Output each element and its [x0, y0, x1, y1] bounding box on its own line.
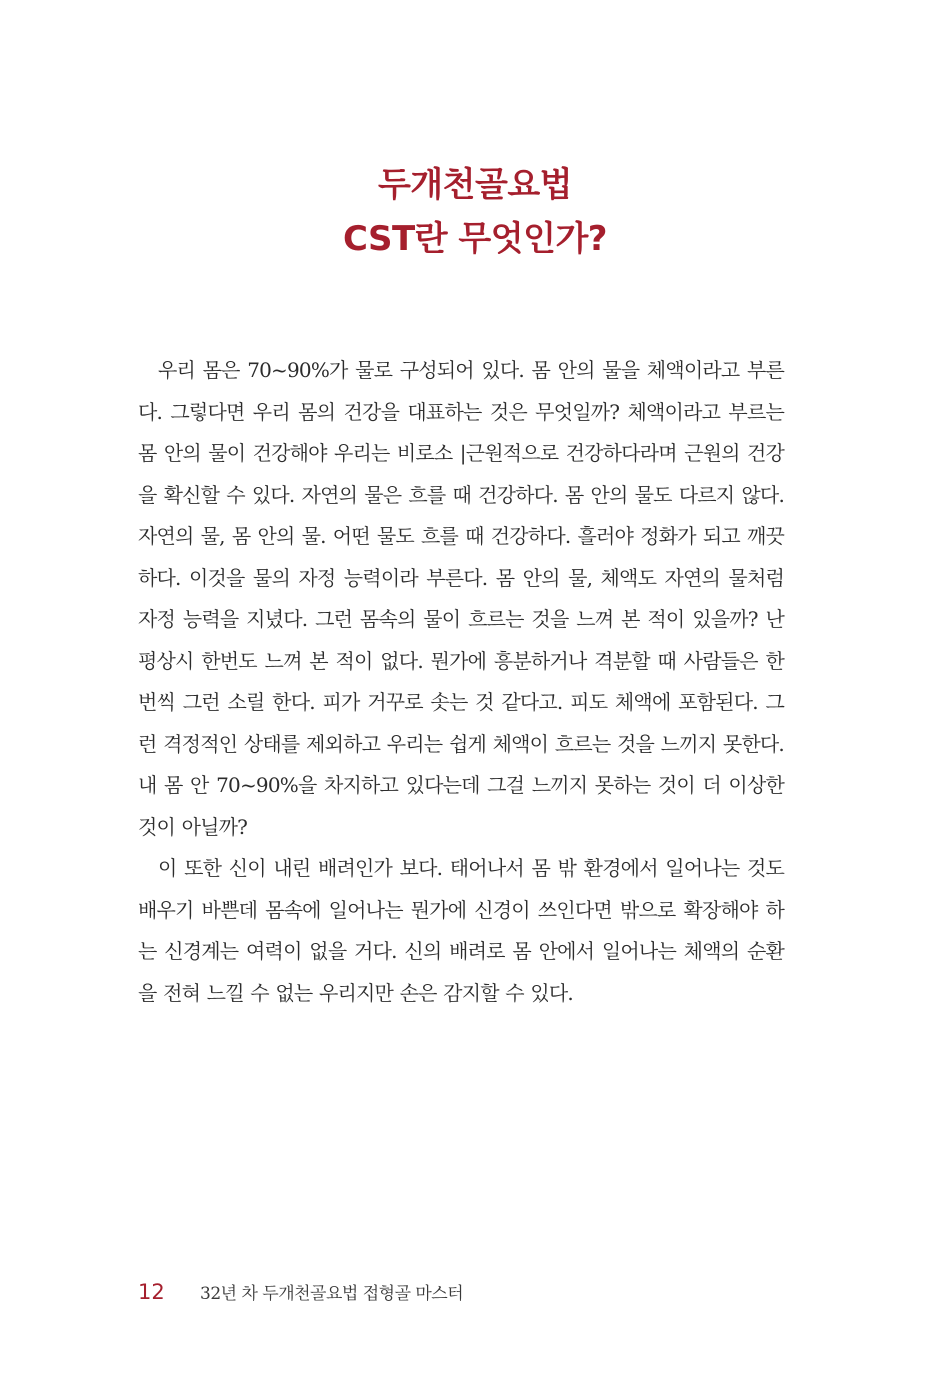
- paragraph-2: 이 또한 신이 내린 배려인가 보다. 태어나서 몸 밖 환경에서 일어나는 것도 배우기 바쁜데 몸속에 일어나는 뭔가에 신경이 쓰인다면 밖으로 확장해야 하는 신경계는 여력이 없을 거다. 신의 배려로 몸 안에서 일어나는 체액의 순환을 전혀 느낄 수 없는 우리지만 손은 감지할 수 있다.: [138, 856, 784, 1005]
- chapter-title: [0, 158, 950, 266]
- page-number: 12: [138, 1280, 165, 1304]
- page-footer: [138, 1279, 463, 1309]
- chapter-title-line-2: CST란 무엇인가?: [342, 219, 608, 259]
- paragraph-1: 우리 몸은 70~90%가 물로 구성되어 있다. 몸 안의 물을 체액이라고 부른다. 그렇다면 우리 몸의 건강을 대표하는 것은 무엇일까? 체액이라고 부르는 몸 안의 물이 건강해야 우리는 비로소 |근원적으로 건강하다라며 근원의 건강을 확신할 수 있다. 자연의 물은 흐를 때 건강하다. 몸 안의 물도 다르지 않다. 자연의 물, 몸 안의 물. 어떤 물도 흐를 때 건강하다. 흘러야 정화가 되고 깨끗하다. 이것을 물의 자정 능력이라 부른다. 몸 안의 물, 체액도 자연의 물처럼 자정 능력을 지녔다. 그런 몸속의 물이 흐르는 것을 느껴 본 적이 있을까? 난 평상시 한번도 느껴 본 적이 없다. 뭔가에 흥분하거나 격분할 때 사람들은 한번씩 그런 소릴 한다. 피가 거꾸로 솟는 것 같다고. 피도 체액에 포함된다. 그런 격정적인 상태를 제외하고 우리는 쉽게 체액이 흐르는 것을 느끼지 못한다. 내 몸 안 70~90%을 차지하고 있다는데 그걸 느끼지 못하는 것이 더 이상한 것이 아닐까?: [138, 358, 784, 839]
- chapter-title-line-1: 두개천골요법: [377, 165, 573, 205]
- body-text: [138, 350, 784, 1014]
- running-title: 32년 차 두개천골요법 접형골 마스터: [200, 1284, 464, 1304]
